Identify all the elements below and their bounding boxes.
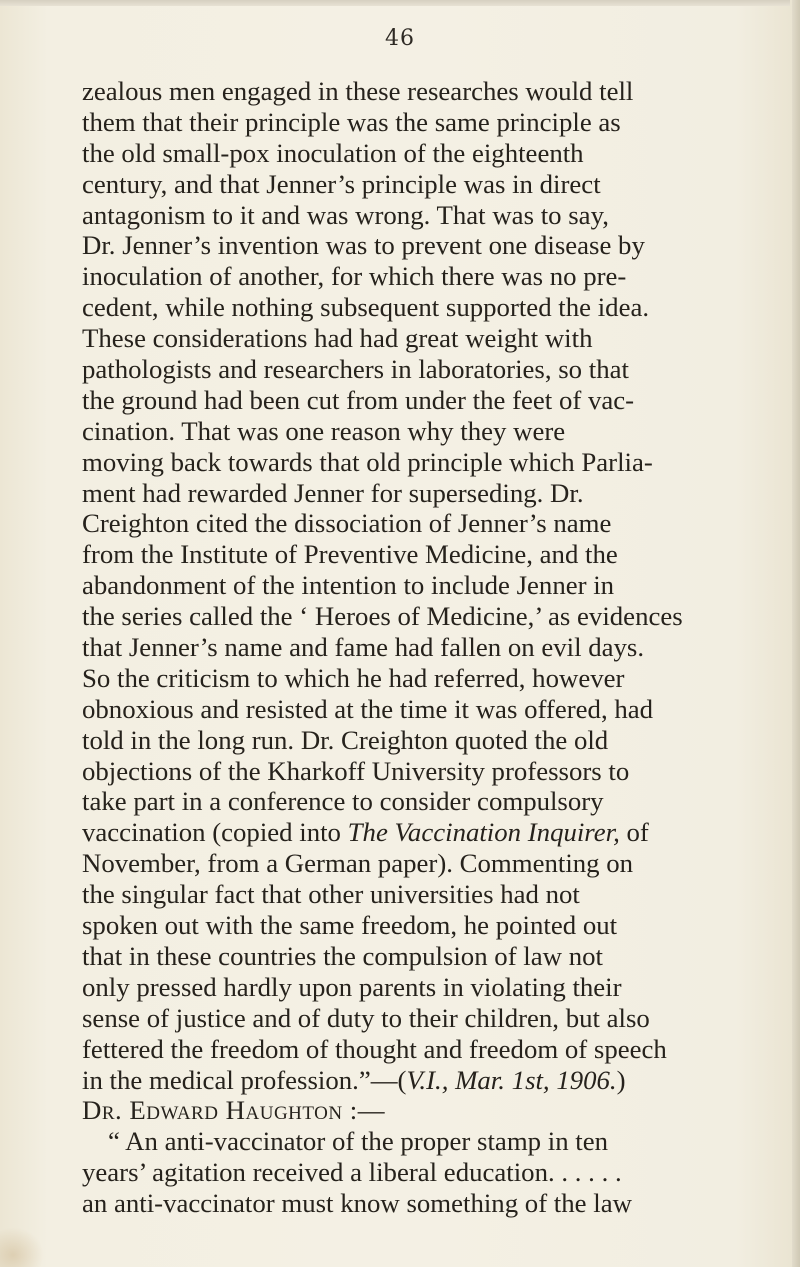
periodical-title: The Vaccination Inquirer, (347, 817, 620, 848)
text-line: an anti-vaccinator must know something of the law (82, 1188, 632, 1219)
text-fragment: ) (616, 1064, 626, 1095)
text-line-citation (82, 1065, 796, 1096)
text-line: only pressed hardly upon parents in violating their (82, 971, 622, 1002)
text-line: that in these countries the compulsion of law not (82, 940, 603, 971)
text-line: cination. That was one reason why they were (82, 415, 566, 446)
body-text (82, 76, 796, 1219)
text-line: sense of justice and of duty to their children, but also (82, 1002, 650, 1033)
text-line: take part in a conference to consider compulsory (82, 786, 604, 817)
text-line: These considerations had had great weight with (82, 323, 593, 354)
text-line: fettered the freedom of thought and freedom of speech (82, 1033, 667, 1064)
text-fragment: in the medical profession.”—( (82, 1064, 407, 1095)
text-line: cedent, while nothing subsequent supported the idea. (82, 292, 650, 323)
text-line: moving back towards that old principle which Parlia- (82, 446, 653, 477)
text-line: from the Institute of Preventive Medicine, and the (82, 539, 618, 570)
text-line: the ground had been cut from under the feet of vac- (82, 384, 635, 415)
page-number: 46 (385, 26, 415, 51)
text-line: zealous men engaged in these researches would tell (82, 76, 634, 106)
speaker-heading: Dr. Edward Haughton :— (82, 1095, 386, 1126)
text-line-citation (82, 817, 796, 848)
text-line: told in the long run. Dr. Creighton quoted the old (82, 724, 609, 755)
text-line: Dr. Jenner’s invention was to prevent one disease by (82, 230, 645, 261)
text-line: spoken out with the same freedom, he pointed out (82, 910, 618, 941)
text-line: pathologists and researchers in laboratories, so that (82, 354, 629, 385)
text-line: “ An anti-vaccinator of the proper stamp in ten (108, 1126, 609, 1157)
text-line: inoculation of another, for which there was no pre- (82, 261, 627, 292)
text-line: century, and that Jenner’s principle was in direct (82, 168, 601, 199)
text-line: that Jenner’s name and fame had fallen on evil days. (82, 632, 645, 663)
text-line: the singular fact that other universities had not (82, 879, 580, 910)
text-line: the old small-pox inoculation of the eighteenth (82, 137, 584, 168)
text-line: antagonism to it and was wrong. That was to say, (82, 199, 609, 230)
text-line: years’ agitation received a liberal education. . . . . . (82, 1157, 622, 1188)
citation-reference: V.I., Mar. 1st, 1906. (406, 1064, 617, 1095)
text-line: objections of the Kharkoff University professors to (82, 755, 630, 786)
text-line: obnoxious and resisted at the time it was offered, had (82, 693, 654, 724)
text-line: the series called the ‘ Heroes of Medicine,’ as evidences (82, 601, 683, 632)
text-line: ment had rewarded Jenner for superseding. Dr. (82, 477, 584, 508)
text-line: So the criticism to which he had referred, however (82, 662, 625, 693)
paper-stain (0, 1227, 44, 1267)
text-line: Creighton cited the dissociation of Jenner’s name (82, 508, 612, 539)
text-line: November, from a German paper). Commenting on (82, 848, 634, 879)
text-fragment: vaccination (copied into (82, 817, 348, 848)
text-line: them that their principle was the same principle as (82, 106, 621, 137)
text-fragment: of (619, 817, 649, 848)
text-line: abandonment of the intention to include Jenner in (82, 570, 615, 601)
top-edge (0, 0, 790, 6)
